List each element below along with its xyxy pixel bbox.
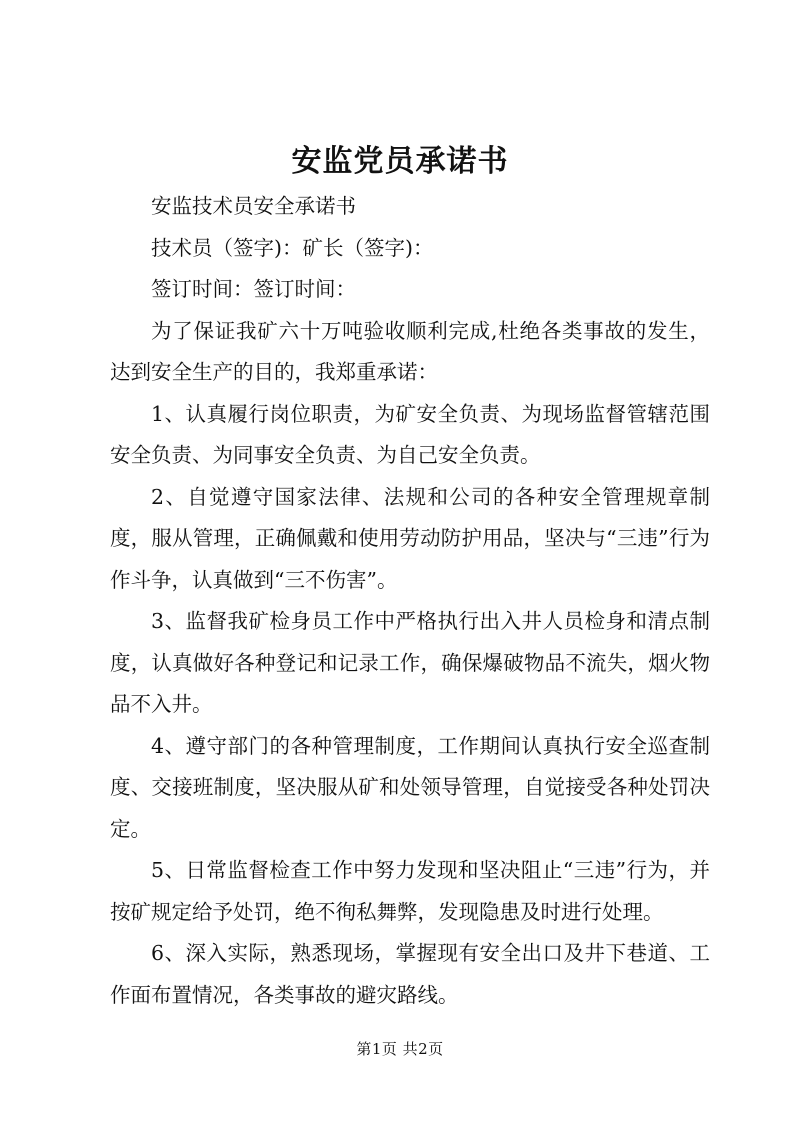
subtitle-paragraph: 安监技术员安全承诺书 [151,194,356,218]
intro-paragraph: 为了保证我矿六十万吨验收顺利完成,杜绝各类事故的发生，达到安全生产的目的，我郑重承诺： [110,318,710,384]
pledge-item-6: 6、深入实际，熟悉现场，掌握现有安全出口及井下巷道、工作面布置情况，各类事故的避灾路线。 [110,941,710,1007]
pledge-item-1: 1、认真履行岗位职责，为矿安全负责、为现场监督管辖范围安全负责、为同事安全负责、为自己安全负责。 [110,401,710,467]
page-footer: 第1页 共2页 [356,1040,444,1058]
pledge-item-2: 2、自觉遵守国家法律、法规和公司的各种安全管理规章制度，服从管理，正确佩戴和使用劳动防护用品，坚决与“三违”行为作斗争，认真做到“三不伤害”。 [110,484,710,592]
document-body [110,186,710,1016]
document-title: 安监党员承诺书 [291,144,509,179]
pledge-item-5: 5、日常监督检查工作中努力发现和坚决阻止“三违”行为，并按矿规定给予处罚，绝不徇私舞弊，发现隐患及时进行处理。 [110,858,710,924]
pledge-item-3: 3、监督我矿检身员工作中严格执行出入井人员检身和清点制度，认真做好各种登记和记录工作，确保爆破物品不流失，烟火物品不入井。 [110,609,710,716]
pledge-item-4: 4、遵守部门的各种管理制度，工作期间认真执行安全巡查制度、交接班制度，坚决服从矿和处领导管理，自觉接受各种处罚决定。 [110,733,710,841]
date-line: 签订时间：签订时间： [151,277,356,301]
signature-line: 技术员（签字)：矿长（签字)： [151,235,434,260]
